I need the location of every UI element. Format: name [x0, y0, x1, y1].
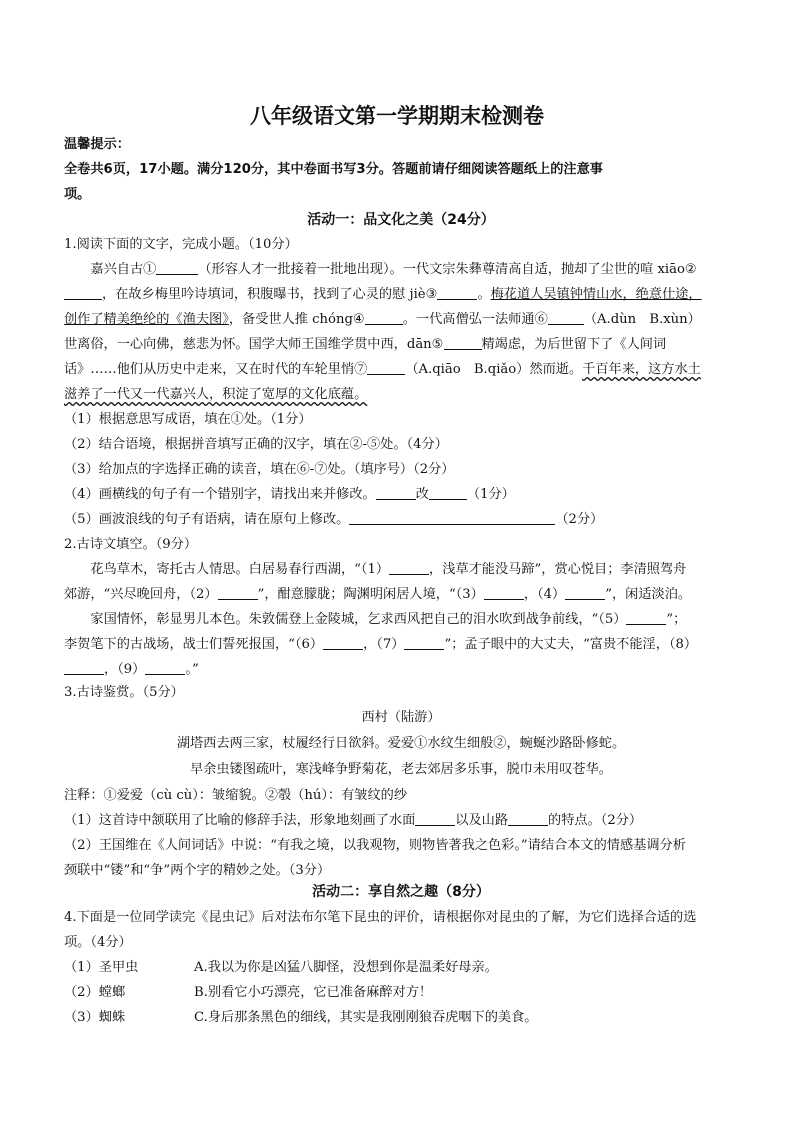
poem-blank-6[interactable]	[323, 635, 363, 650]
q2-text: 花鸟草木，寄托古人情思。白居易春行西湖，“（1）	[90, 562, 390, 577]
poem-blank-3[interactable]	[484, 585, 524, 600]
answer-blank-5[interactable]	[444, 335, 482, 350]
q3-sub-1-text: 以及山路	[455, 813, 509, 828]
q1-passage	[64, 257, 738, 407]
poem-blank-5[interactable]	[626, 610, 666, 625]
match-row	[64, 980, 738, 1005]
q1-sub-1: （1）根据意思写成语，填在①处。（1分）	[64, 412, 312, 427]
q1-sub-4-text: （1分）	[466, 487, 515, 502]
answer-blank-1[interactable]	[156, 260, 198, 275]
q2-passage	[64, 557, 738, 682]
q1-sub-5-text: （2分）	[555, 512, 604, 527]
q2-text: ，浅草才能没马蹄”，赏心悦目；李清照驾舟	[429, 562, 687, 577]
q3-sub-2	[64, 833, 738, 883]
answer-blank-3[interactable]	[437, 285, 477, 300]
q3-sub-1	[64, 808, 738, 833]
q1-text: 话》……他们从历史中走来，又在时代的车轮里悄⑦	[64, 362, 368, 377]
q2-text: 李贺笔下的古战场，战士们誓死报国，“（6）	[64, 637, 324, 652]
question-3	[64, 680, 738, 883]
q2-text: ，（4）	[523, 587, 566, 602]
answer-blank-7[interactable]	[367, 360, 405, 375]
answer-blank-4[interactable]	[365, 310, 403, 325]
wavy-sentence: 千百年来，这方水土	[582, 362, 701, 377]
q1-text: 。	[477, 287, 491, 302]
q1-sub-4-text: 改	[415, 487, 429, 502]
tips-block	[64, 132, 738, 207]
poem-blank-9[interactable]	[145, 660, 185, 675]
wavy-sentence: 滋养了一代又一代嘉兴人，积淀了宽厚的文化底蕴。	[64, 387, 368, 402]
q1-text: 精竭虑，为后世留下了《人间词	[481, 337, 667, 352]
option-text: B.别看它小巧漂亮，它已准备麻醉对方！	[194, 985, 433, 1000]
poem-line-2: 早余虫镂图疏叶，寒浅峰争野菊花，老去郊居多乐事，脱巾未用叹苍华。	[190, 762, 612, 777]
q2-text: 。”	[185, 662, 199, 677]
q1-text: ，在故乡梅里吟诗填词，积腹曝书，找到了心灵的慰 jiè③	[102, 287, 438, 302]
q4-stem-2: 项。（4分）	[64, 935, 132, 950]
poem-note: 注释：①爱爱（cù cù）：皱缩貌。②彀（hú）：有皱纹的纱	[64, 788, 408, 803]
revision-blank[interactable]	[349, 510, 555, 525]
tips-heading: 温馨提示：	[64, 137, 130, 152]
exam-title: 八年级语文第一学期期末检测卷	[250, 104, 544, 128]
q3-sub-2-text: （2）王国维在《人间词话》中说：“有我之境，以我观物，则物皆著我之色彩。”请结合本文的情感基调分析	[64, 838, 686, 853]
poem-blank-2[interactable]	[218, 585, 258, 600]
match-row	[64, 1005, 738, 1030]
q2-text: 家国情怀，彰显男儿本色。朱敦儒登上金陵城，乞求西风把自己的泪水吹到战争前线，“（5）	[90, 612, 627, 627]
activity1-heading: 活动一：品文化之美（24分）	[307, 212, 495, 228]
q1-stem: 1.阅读下面的文字，完成小题。（10分）	[64, 237, 298, 252]
q3-stem: 3.古诗鉴赏。（5分）	[64, 685, 184, 700]
question-4	[64, 905, 738, 1030]
insect-label: （1）圣甲虫	[64, 960, 139, 975]
option-text: C.身后那条黑色的细线，其实是我刚刚狼吞虎咽下的美食。	[194, 1010, 538, 1025]
q2-text: ”，闲适淡泊。	[605, 587, 692, 602]
q2-text: ”；	[666, 612, 687, 627]
q3-sub-1-text: （1）这首诗中颔联用了比喻的修辞手法，形象地刻画了水面	[64, 813, 416, 828]
insect-label: （3）蜘蛛	[64, 1010, 126, 1025]
q1-sub-3: （3）给加点的字选择正确的读音，填在⑥-⑦处。（填序号）（2分）	[64, 462, 455, 477]
q1-text: （A.dùn B.xùn）	[583, 312, 701, 327]
q1-text: 。一代高僧弘一法师通⑥	[402, 312, 548, 327]
q2-text: ，（9）	[104, 662, 146, 677]
q1-text: ，备受世人推 chóng④	[228, 312, 365, 327]
wrong-char-blank[interactable]	[376, 485, 416, 500]
q1-sub-5	[64, 507, 738, 532]
q2-text: ”；孟子眼中的大丈夫，“富贵不能淫，（8）	[444, 637, 698, 652]
poem-blank-7[interactable]	[404, 635, 444, 650]
insect-label: （2）螳螂	[64, 985, 126, 1000]
q1-text: 世离俗，一心向佛，慈悲为怀。国学大师王国维学贯中西，dān⑤	[64, 337, 444, 352]
q1-sub-5-text: （5）画波浪线的句子有语病，请在原句上修改。	[64, 512, 350, 527]
q1-text: （A.qiāo B.qiǎo）然而逝。	[405, 362, 583, 377]
underlined-sentence: 梅花道人吴镇钟情山水，绝意仕途，	[490, 287, 702, 302]
q2-text: ，（7）	[363, 637, 405, 652]
answer-blank-2[interactable]	[64, 285, 102, 300]
q3-sub-1-text: 的特点。（2分）	[548, 813, 643, 828]
underlined-sentence: 创作了精美绝纶的《渔夫图》	[64, 312, 229, 327]
water-blank[interactable]	[415, 811, 455, 826]
correct-char-blank[interactable]	[429, 485, 467, 500]
road-blank[interactable]	[508, 811, 548, 826]
q1-text: 嘉兴自古①	[90, 262, 157, 277]
q1-text: （形容人才一批接着一批地出现）。一代文宗朱彝尊清高自适，抛却了尘世的喧 xiāo②	[198, 262, 697, 277]
tips-line1: 全卷共6页，17小题。满分120分，其中卷面书写3分。答题前请仔细阅读答题纸上的注意事	[64, 162, 603, 177]
q3-sub-2-text: 颈联中“镂”和“争”两个字的精妙之处。（3分）	[64, 863, 331, 878]
poem-blank-8[interactable]	[64, 660, 104, 675]
match-row	[64, 955, 738, 980]
answer-blank-6[interactable]	[548, 310, 584, 325]
q2-text: 郊游，“兴尽晚回舟，（2）	[64, 587, 218, 602]
q2-text: ”，酣意朦胧；陶渊明闲居人境，“（3）	[257, 587, 484, 602]
poem-line-1: 湖塔西去两三家，杖履经行日欲斜。爱爱①水纹生细般②，蜿蜒沙路卧修蛇。	[176, 736, 626, 751]
q1-sub-4-text: （4）画横线的句子有一个错别字，请找出来并修改。	[64, 487, 376, 502]
q1-sub-2: （2）结合语境，根据拼音填写正确的汉字，填在②-⑤处。（4分）	[64, 437, 448, 452]
tips-line2: 项。	[64, 187, 91, 202]
option-text: A.我以为你是凶猛八脚怪，没想到你是温柔好母亲。	[194, 960, 498, 975]
poem-block	[64, 705, 738, 783]
activity2-heading: 活动二：享自然之趣（8分）	[312, 884, 490, 900]
question-2	[64, 532, 738, 682]
poem-title: 西村（陆游）	[361, 710, 441, 725]
question-1	[64, 232, 738, 532]
poem-blank-4[interactable]	[565, 585, 605, 600]
q4-stem-1: 4.下面是一位同学读完《昆虫记》后对法布尔笔下昆虫的评价，请根据你对昆虫的了解，为它们选择合适的选	[64, 910, 697, 925]
q1-sub-4	[64, 482, 738, 507]
q2-stem: 2.古诗文填空。（9分）	[64, 537, 198, 552]
poem-blank-1[interactable]	[389, 560, 429, 575]
